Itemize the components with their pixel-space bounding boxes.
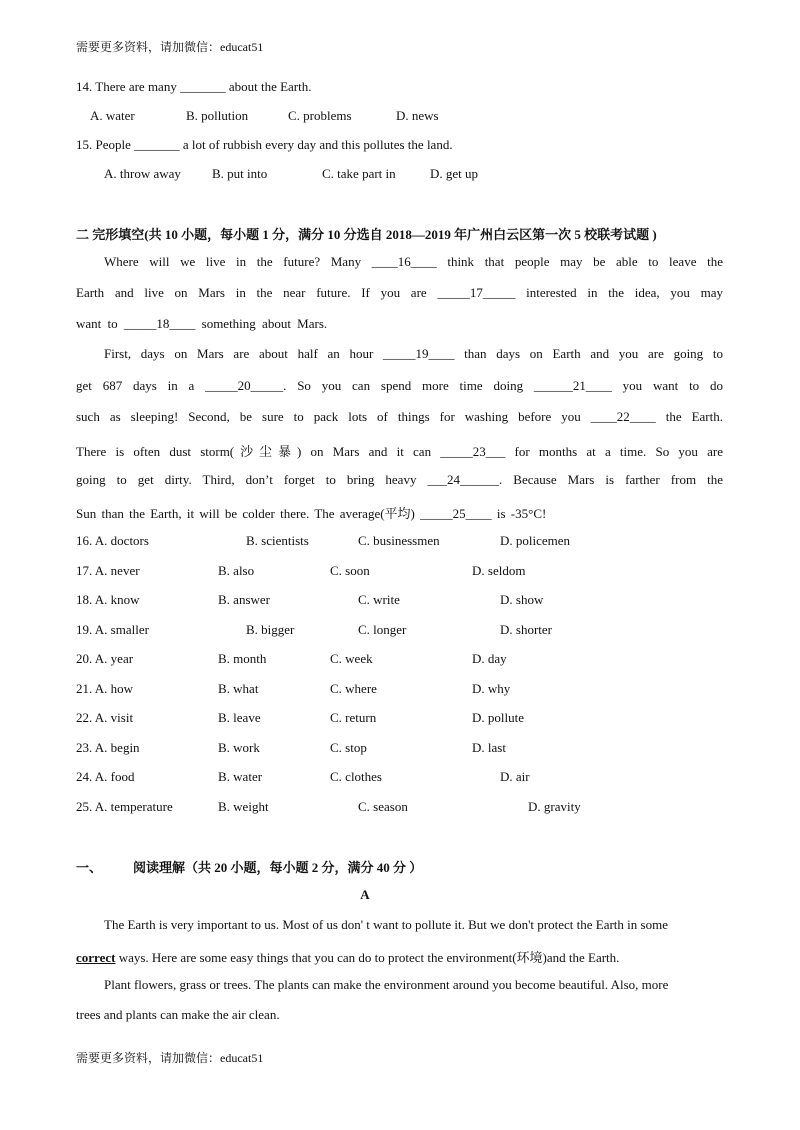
cloze-p2-line-3: such as sleeping! Second, be sure to pack lots of things for washing before you ____22____ the Earth. (76, 409, 723, 424)
q15-option-c: C. take part in (322, 166, 396, 181)
option-18-b: B. answer (218, 592, 270, 607)
cloze-p2-line-2: get 687 days in a _____20_____. So you can spend more time doing ______21____ you want to do (76, 378, 723, 393)
option-23-b: B. work (218, 740, 260, 755)
option-22-b: B. leave (218, 710, 261, 725)
option-24-a: 24. A. food (76, 769, 135, 784)
option-24-c: C. clothes (330, 769, 382, 784)
q15-option-b: B. put into (212, 166, 268, 181)
option-18-c: C. write (358, 592, 400, 607)
option-20-a: 20. A. year (76, 651, 134, 666)
option-17-c: C. soon (330, 563, 370, 578)
option-24-d: D. air (500, 769, 530, 784)
reading-section-number: 一、 (76, 860, 103, 875)
option-22-a: 22. A. visit (76, 710, 134, 725)
option-19-b: B. bigger (246, 622, 295, 637)
option-21-c: C. where (330, 681, 377, 696)
cloze-section-heading: 二 完形填空(共 10 小题，每小题 1 分，满分 10 分选自 2018—2019 年广州白云区第一次 5 校联考试题 ) (76, 227, 657, 242)
option-16-c: C. businessmen (358, 533, 440, 548)
option-16-b: B. scientists (246, 533, 309, 548)
reading-p1-line-1: The Earth is very important to us. Most of us don' t want to pollute it. But we don't protect the Earth in some (104, 917, 668, 932)
option-23-d: D. last (472, 740, 506, 755)
reading-p1-line-2 (76, 947, 619, 966)
cloze-p2-line-1: First, days on Mars are about half an hour _____19____ than days on Earth and you are going to (104, 346, 723, 361)
passage-label: A (360, 887, 370, 902)
cloze-p1-line-3: want to _____18____ something about Mars. (76, 316, 328, 331)
reading-p1-line-2-text: ways. Here are some easy things that you can do to protect the environment(环境)and the Earth. (115, 950, 620, 965)
option-21-b: B. what (218, 681, 259, 696)
q14-option-a: A. water (90, 108, 135, 123)
cloze-p2-line-5: going to get dirty. Third, don’t forget to bring heavy ___24______. Because Mars is farther from the (76, 472, 723, 487)
cloze-p2-line-4: There is often dust storm(沙尘暴) on Mars and it can _____23___ for months at a time. So you are (76, 444, 723, 459)
page-header: 需要更多资料，请加微信：educat51 (76, 40, 264, 54)
option-25-a: 25. A. temperature (76, 799, 173, 814)
option-23-a: 23. A. begin (76, 740, 140, 755)
option-16-d: D. policemen (500, 533, 571, 548)
cloze-p1-line-2: Earth and live on Mars in the near future. If you are _____17_____ interested in the idea, you may (76, 285, 723, 300)
option-19-d: D. shorter (500, 622, 552, 637)
option-17-b: B. also (218, 563, 255, 578)
question-15: 15. People _______ a lot of rubbish every day and this pollutes the land. (76, 137, 453, 152)
option-18-d: D. show (500, 592, 544, 607)
option-16-a: 16. A. doctors (76, 533, 149, 548)
option-20-b: B. month (218, 651, 267, 666)
option-17-d: D. seldom (472, 563, 526, 578)
q14-option-b: B. pollution (186, 108, 249, 123)
reading-p2-line-1: Plant flowers, grass or trees. The plants can make the environment around you become beautiful. Also, more (104, 977, 669, 992)
option-25-c: C. season (358, 799, 408, 814)
q14-option-c: C. problems (288, 108, 352, 123)
q14-option-d: D. news (396, 108, 439, 123)
option-25-b: B. weight (218, 799, 269, 814)
reading-section-heading: 阅读理解（共 20 小题，每小题 2 分，满分 40 分 ） (133, 860, 423, 875)
option-22-d: D. pollute (472, 710, 524, 725)
q15-option-d: D. get up (430, 166, 479, 181)
option-25-d: D. gravity (528, 799, 581, 814)
option-17-a: 17. A. never (76, 563, 140, 578)
option-20-c: C. week (330, 651, 373, 666)
underlined-word: correct (76, 950, 116, 965)
option-21-a: 21. A. how (76, 681, 134, 696)
option-21-d: D. why (472, 681, 511, 696)
question-14: 14. There are many _______ about the Earth. (76, 79, 312, 94)
option-23-c: C. stop (330, 740, 367, 755)
option-20-d: D. day (472, 651, 507, 666)
reading-p2-line-2: trees and plants can make the air clean. (76, 1007, 280, 1022)
cloze-p2-line-6: Sun than the Earth, it will be colder there. The average(平均) _____25____ is -35°C! (76, 506, 547, 521)
option-18-a: 18. A. know (76, 592, 140, 607)
option-22-c: C. return (330, 710, 377, 725)
q15-option-a: A. throw away (104, 166, 181, 181)
option-19-c: C. longer (358, 622, 407, 637)
cloze-p1-line-1: Where will we live in the future? Many ____16____ think that people may be able to leave the (104, 254, 723, 269)
option-24-b: B. water (218, 769, 263, 784)
option-19-a: 19. A. smaller (76, 622, 149, 637)
page-footer: 需要更多资料，请加微信：educat51 (76, 1051, 264, 1065)
